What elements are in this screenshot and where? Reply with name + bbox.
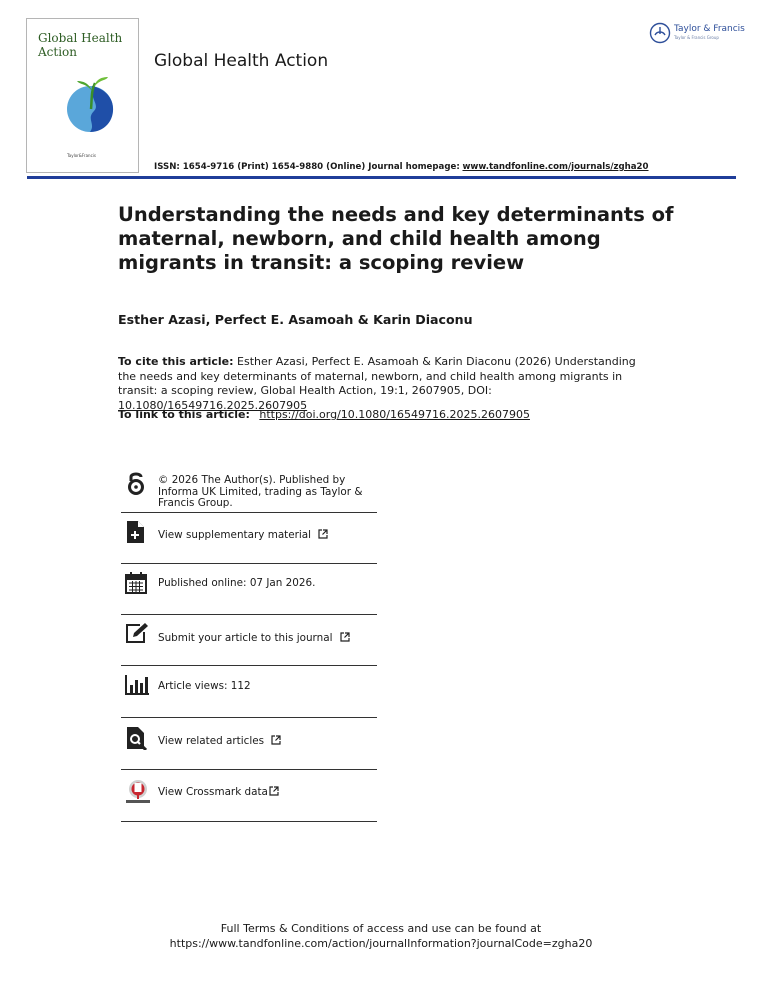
row-divider	[121, 665, 377, 666]
issn-text: ISSN: 1654-9716 (Print) 1654-9880 (Online) Journal homepage:	[154, 162, 460, 172]
footer-line1: Full Terms & Conditions of access and use can be found at	[220, 922, 542, 935]
journal-cover	[26, 18, 139, 173]
cover-publisher-label: Taylor&Francis	[67, 153, 96, 158]
row-divider	[121, 563, 377, 564]
article-doi-url-link[interactable]: https://doi.org/10.1080/16549716.2025.2607905	[259, 408, 530, 421]
article-title: Understanding the needs and key determinants of maternal, newborn, and child health among migrants in transit: a scoping review	[118, 203, 674, 274]
calendar-icon	[125, 572, 147, 594]
publisher-name: Taylor & Francis	[674, 24, 745, 34]
citation-block	[118, 355, 653, 413]
footer-terms-link[interactable]: https://www.tandfonline.com/action/journalInformation?journalCode=zgha20	[169, 936, 593, 950]
row-divider	[121, 717, 377, 718]
row-divider	[121, 614, 377, 615]
header-divider	[27, 176, 736, 179]
article-views: Article views: 112	[158, 680, 251, 692]
supplementary-label: View supplementary material	[158, 529, 312, 541]
citation-label: To cite this article:	[118, 355, 234, 368]
external-link-icon	[269, 786, 279, 796]
related-label: View related articles	[158, 735, 265, 747]
doi-link[interactable]: 10.1080/16549716.2025.2607905	[118, 398, 308, 412]
crossmark-link[interactable]	[158, 786, 279, 799]
external-link-icon	[340, 632, 350, 642]
article-link-label: To link to this article:	[118, 408, 250, 421]
submit-label: Submit your article to this journal	[158, 632, 333, 644]
cover-title-line2: Action	[38, 45, 77, 59]
cover-title-line1: Global Health	[38, 31, 123, 45]
citation-text: Esther Azasi, Perfect E. Asamoah & Karin Diaconu (2026) Understanding the needs and key determinants of maternal, newborn, and child health among migrants in transit: a scoping review, Global Health Action, 19:1, 2607905, DOI:	[118, 355, 636, 397]
taylor-francis-logo	[649, 22, 745, 48]
article-link-line	[118, 408, 530, 421]
publisher-logo-icon	[649, 22, 671, 44]
supplementary-link[interactable]	[158, 529, 328, 542]
supplementary-file-icon	[125, 520, 145, 544]
external-link-icon	[318, 529, 328, 539]
terms-footer	[0, 922, 762, 951]
issn-line	[154, 162, 649, 172]
crossmark-label: View Crossmark data	[158, 786, 268, 798]
related-search-icon	[125, 726, 147, 750]
copyright-text: © 2026 The Author(s). Published by Informa UK Limited, trading as Taylor & Francis Group.	[158, 474, 363, 509]
open-access-icon	[125, 470, 147, 496]
publisher-tagline: Taylor & Francis Group	[674, 35, 719, 40]
related-articles-link[interactable]	[158, 735, 281, 748]
journal-homepage-link[interactable]: www.tandfonline.com/journals/zgha20	[462, 162, 649, 172]
external-link-icon	[271, 735, 281, 745]
submit-link[interactable]	[158, 632, 350, 645]
journal-name: Global Health Action	[154, 51, 329, 71]
row-divider	[121, 821, 377, 822]
row-divider	[121, 769, 377, 770]
crossmark-icon	[125, 779, 151, 805]
views-bar-chart-icon	[125, 675, 149, 695]
globe-plant-illustration	[62, 69, 118, 139]
cover-title	[38, 31, 128, 59]
submit-edit-icon	[125, 622, 149, 644]
row-divider	[121, 512, 377, 513]
article-authors: Esther Azasi, Perfect E. Asamoah & Karin Diaconu	[118, 312, 473, 327]
published-date: Published online: 07 Jan 2026.	[158, 577, 316, 589]
